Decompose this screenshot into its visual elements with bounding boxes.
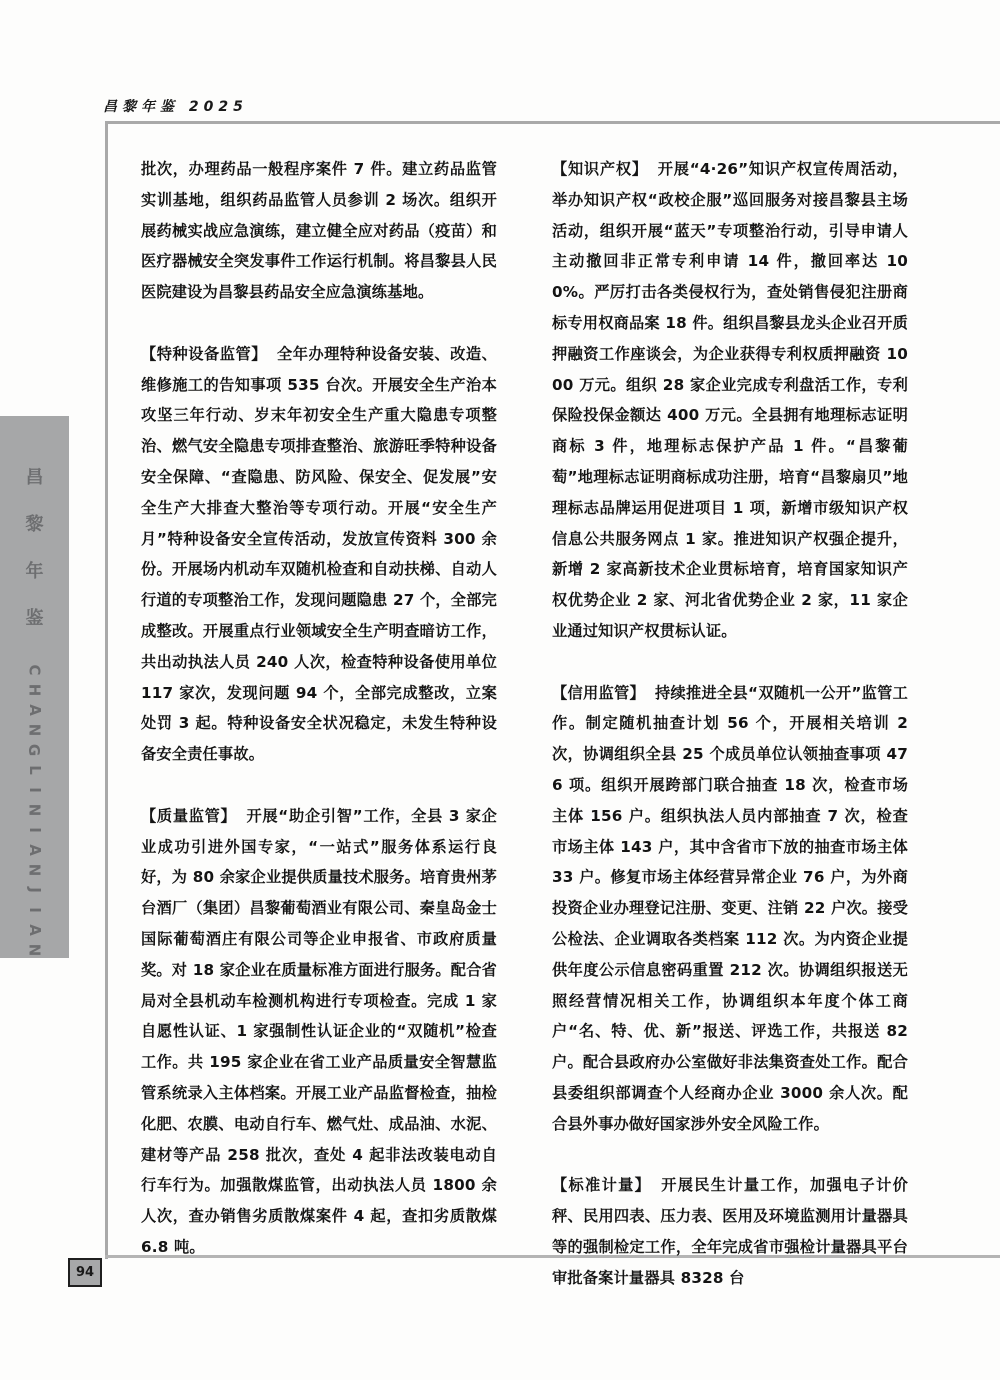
side-tab-char: 年	[25, 561, 44, 582]
section-heading: 【标准计量】	[552, 1176, 652, 1195]
paragraph-special-equipment	[141, 339, 497, 770]
pinyin-letter: N	[25, 803, 44, 817]
paragraph-text: 开展“助企引智”工作，全县 3 家企业成功引进外国专家，“一站式”服务体系运行良好，为 80 余家企业提供质量技术服务。培育贵州茅台酒厂（集团）昌黎葡萄酒业有限公司、秦皇岛金士国际葡萄酒庄有限公司等企业申报省、市政府质量奖。对 18 家企业在质量标准方面进行服务。配合省局对全县机动车检测机构进行专项检查。完成 1 家自愿性认证、1 家强制性认证企业的“双随机”检查工作。共 195 家企业在省工业产品质量安全智慧监管系统录入主体档案。开展工业产品监督检查，抽检化肥、农膜、电动自行车、燃气灶、成品油、水泥、建材等产品 258 批次，查处 4 起非法改装电动自行车行为。加强散煤监管，出动执法人员 1800 余人次，查办销售劣质散煤案件 4 起，查扣劣质散煤 6.8 吨。	[141, 806, 497, 1256]
right-column	[552, 154, 908, 1324]
pinyin-letter: A	[25, 844, 44, 856]
side-tab-char: 黎	[25, 514, 44, 535]
paragraph-credit-supervision	[552, 678, 908, 1140]
paragraph-text: 开展民生计量工作，加强电子计价秤、民用四表、压力表、医用及环境监测用计量器具等的强制检定工作，全年完成省市强检计量器具平台审批备案计量器具 8328 台	[552, 1176, 909, 1287]
section-heading: 【特种设备监管】	[141, 344, 267, 363]
section-heading: 【信用监管】	[552, 683, 646, 702]
running-header: 昌黎年鉴 2025	[103, 99, 248, 115]
pinyin-letter: L	[25, 765, 44, 775]
pinyin-letter: N	[25, 723, 44, 737]
section-heading: 【质量监管】	[141, 806, 237, 825]
pinyin-letter: J	[25, 887, 44, 893]
paragraph-standards-metrology	[552, 1170, 908, 1293]
section-heading: 【知识产权】	[552, 160, 648, 178]
paragraph-drug-continuation	[141, 154, 497, 308]
paragraph-text: 开展“4·26”知识产权宣传周活动，举办知识产权“政校企服”巡回服务对接昌黎县主场活动，组织开展“蓝天”专项整治行动，引导申请人主动撤回非正常专利申请 14 件，撤回率达 100%。严厉打击各类侵权行为，查处销售侵犯注册商标专用权商品案 18 件。组织昌黎县龙头企业召开质押融资工作座谈会，为企业获得专利权质押融资 1000 万元。组织 28 家企业完成专利盘活工作，专利保险投保金额达 400 万元。全县拥有地理标志证明商标 3 件，地理标志保护产品 1 件。“昌黎葡萄”地理标志证明商标成功注册，培育“昌黎扇贝”地理标志品牌运用促进项目 1 项，新增市级知识产权信息公共服务网点 1 家。推进知识产权强企提升，新增 2 家高新技术企业贯标培育，培育国家知识产权优势企业 2 家、河北省优势企业 2 家，11 家企业通过知识产权贯标认证。	[552, 160, 908, 640]
paragraph-quality-supervision	[141, 801, 497, 1263]
pinyin-letter: C	[25, 664, 44, 676]
paragraph-intellectual-property	[552, 154, 908, 647]
pinyin-letter: I	[25, 827, 44, 833]
side-section-tab	[0, 416, 69, 958]
page-number: 94	[68, 1258, 102, 1287]
frame-top-rule	[105, 121, 1000, 124]
side-tab-pinyin	[25, 662, 44, 962]
frame-left-rule	[105, 121, 108, 1259]
side-tab-char: 昌	[25, 467, 44, 488]
left-column	[141, 154, 497, 1293]
pinyin-letter: A	[25, 704, 44, 716]
side-tab-char: 鉴	[25, 608, 44, 629]
pinyin-letter: I	[25, 907, 44, 913]
pinyin-letter: A	[25, 924, 44, 936]
paragraph-text: 持续推进全县“双随机一公开”监管工作。制定随机抽查计划 56 个，开展相关培训 2 次，协调组织全县 25 个成员单位认领抽查事项 476 项。组织开展跨部门联合抽查 18 次，检查市场主体 156 户。组织执法人员内部抽查 7 次，检查市场主体 143 户，其中含省市下放的抽查市场主体 33 户。修复市场主体经营异常企业 76 户，为外商投资企业办理登记注册、变更、注销 22 户次。接受公检法、企业调取各类档案 112 次。为内资企业提供年度公示信息密码重置 212 次。协调组织报送无照经营情况相关工作，协调组织本年度个体工商户“名、特、优、新”报送、评选工作，共报送 82 户。配合县政府办公室做好非法集资查处工作。配合县委组织部调查个人经商办企业 3000 余人次。配合县外事办做好国家涉外安全风险工作。	[552, 683, 908, 1133]
paragraph-text: 全年办理特种设备安装、改造、维修施工的告知事项 535 台次。开展安全生产治本攻坚三年行动、岁末年初安全生产重大隐患专项整治、燃气安全隐患专项排查整治、旅游旺季特种设备安全保障、“查隐患、防风险、保安全、促发展”安全生产大排查大整治等专项行动。开展“安全生产月”特种设备安全宣传活动，发放宣传资料 300 余份。开展场内机动车双随机检查和自动扶梯、自动人行道的专项整治工作，发现问题隐患 27 个，全部完成整改。开展重点行业领域安全生产明查暗访工作，共出动执法人员 240 人次，检查特种设备使用单位 117 家次，发现问题 94 个，全部完成整改，立案处罚 3 起。特种设备安全状况稳定，未发生特种设备安全责任事故。	[141, 344, 497, 764]
pinyin-letter: N	[25, 943, 44, 957]
paragraph-text: 批次，办理药品一般程序案件 7 件。建立药品监管实训基地，组织药品监管人员参训 2 场次。组织开展药械实战应急演练，建立健全应对药品（疫苗）和医疗器械安全突发事件工作运行机制。将昌黎县人民医院建设为昌黎县药品安全应急演练基地。	[141, 160, 497, 302]
pinyin-letter: I	[25, 787, 44, 793]
pinyin-letter: H	[25, 683, 44, 697]
pinyin-letter: G	[25, 743, 44, 757]
pinyin-letter: N	[25, 863, 44, 877]
